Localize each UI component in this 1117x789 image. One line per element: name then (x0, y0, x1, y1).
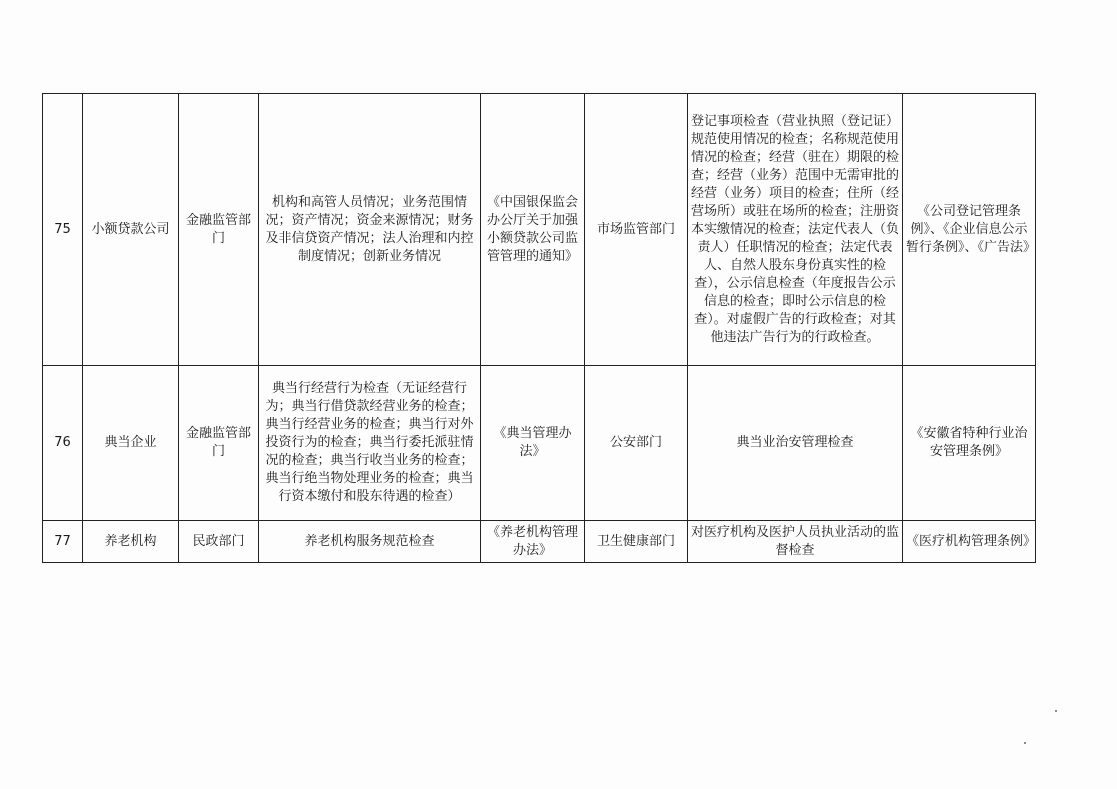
row-number: 75 (43, 94, 83, 366)
basis-cell: 《中国银保监会办公厅关于加强小额贷款公司监管管理的通知》 (481, 94, 585, 366)
scan-speck (1024, 742, 1026, 744)
basis-cell-2: 《公司登记管理条例》、《企业信息公示暂行条例》、《广告法》 (903, 94, 1036, 366)
inspection-content-cell: 养老机构服务规范检查 (259, 521, 481, 563)
basis-cell: 《典当管理办法》 (481, 366, 585, 521)
inspection-content-cell-2: 对医疗机构及医护人员执业活动的监督检查 (688, 521, 903, 563)
scan-speck (1055, 710, 1057, 712)
inspection-table (42, 93, 1036, 563)
department-cell: 民政部门 (179, 521, 259, 563)
subject-cell: 小额贷款公司 (83, 94, 179, 366)
table-row (43, 521, 1036, 563)
row-number: 76 (43, 366, 83, 521)
department-cell-2: 市场监管部门 (585, 94, 688, 366)
basis-cell: 《养老机构管理办法》 (481, 521, 585, 563)
row-number: 77 (43, 521, 83, 563)
basis-cell-2: 《医疗机构管理条例》 (903, 521, 1036, 563)
table-row (43, 94, 1036, 366)
department-cell: 金融监管部门 (179, 366, 259, 521)
inspection-content-cell: 机构和高管人员情况；业务范围情况；资产情况；资金来源情况；财务及非信贷资产情况；法人治理和内控制度情况；创新业务情况 (259, 94, 481, 366)
basis-cell-2: 《安徽省特种行业治安管理条例》 (903, 366, 1036, 521)
inspection-content-cell: 典当行经营行为检查（无证经营行为；典当行借贷款经营业务的检查；典当行经营业务的检查；典当行对外投资行为的检查；典当行委托派驻情况的检查；典当行收当业务的检查；典当行绝当物处理业务的检查；典当行资本缴付和股东待遇的检查） (259, 366, 481, 521)
department-cell: 金融监管部门 (179, 94, 259, 366)
inspection-content-cell-2: 登记事项检查（营业执照（登记证）规范使用情况的检查；名称规范使用情况的检查；经营（驻在）期限的检查；经营（业务）范围中无需审批的经营（业务）项目的检查；住所（经营场所）或驻在场所的检查；注册资本实缴情况的检查；法定代表人（负责人）任职情况的检查；法定代表人、自然人股东身份真实性的检查），公示信息检查（年度报告公示信息的检查；即时公示信息的检查）。对虚假广告的行政检查；对其他违法广告行为的行政检查。 (688, 94, 903, 366)
inspection-content-cell-2: 典当业治安管理检查 (688, 366, 903, 521)
subject-cell: 典当企业 (83, 366, 179, 521)
table-row (43, 366, 1036, 521)
subject-cell: 养老机构 (83, 521, 179, 563)
department-cell-2: 公安部门 (585, 366, 688, 521)
department-cell-2: 卫生健康部门 (585, 521, 688, 563)
